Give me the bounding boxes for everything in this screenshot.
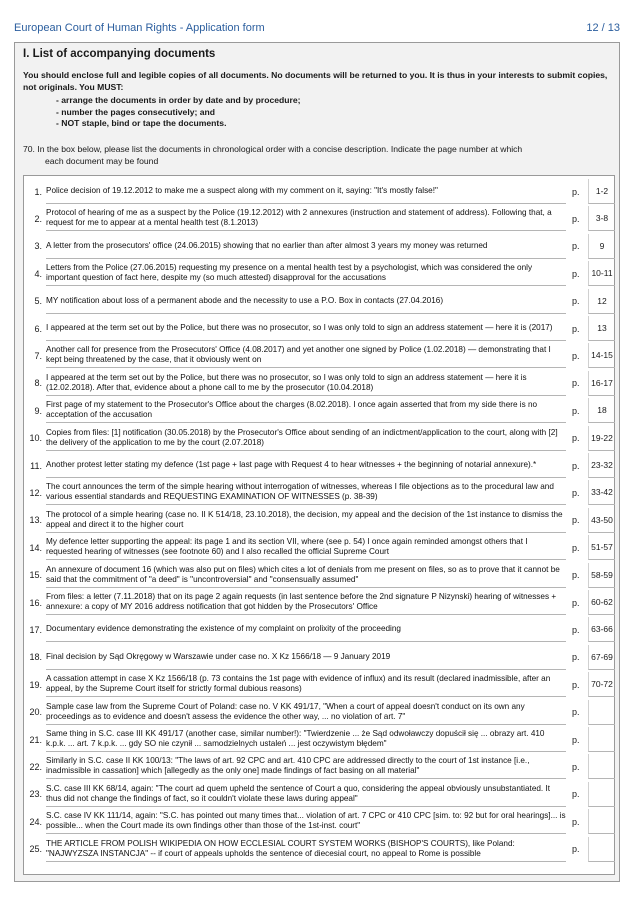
- document-row: [24, 507, 614, 534]
- document-row: [24, 178, 614, 205]
- page-label: p.: [572, 323, 580, 334]
- page-range-field[interactable]: 13: [588, 316, 615, 341]
- document-row: [24, 260, 614, 287]
- document-number: 14.: [29, 542, 42, 553]
- page-range-field[interactable]: 33-42: [588, 480, 615, 505]
- page-label: p.: [572, 625, 580, 636]
- intro-paragraph: You should enclose full and legible copies of all documents. No documents will be returned to you. It is thus in your interests to submit copies, not originals. You MUST:: [23, 70, 608, 92]
- page-label: p.: [572, 844, 580, 855]
- document-description-field[interactable]: I appeared at the term set out by the Police, but there was no prosecutor, so I was only told to sign an address statement — here it is (12.02.2018). After that, evidence about a phone call to me by the prosecutor (10.04.2018): [46, 371, 566, 396]
- document-number: 11.: [30, 460, 42, 471]
- section-title: I. List of accompanying documents: [23, 48, 216, 60]
- document-row: [24, 836, 614, 863]
- document-description-field[interactable]: From files: a letter (7.11.2018) that on its page 2 again requests (in last sentence before the 2nd signature P Nizynski) hearing of witnesses + annexure: a copy of MY 2016 address notification that got hidden by the Prosecutors' Office: [46, 590, 566, 615]
- page-range-field[interactable]: [588, 727, 615, 752]
- page-label: p.: [572, 762, 580, 773]
- document-number: 4.: [34, 268, 42, 279]
- documents-table: [23, 175, 615, 875]
- document-description-field[interactable]: THE ARTICLE FROM POLISH WIKIPEDIA ON HOW ECCLESIAL COURT SYSTEM WORKS (BISHOP'S COURTS), like Poland: "NAJWYZSZA INSTANCJA" -- if court of appeals upholds the sentence of diecesial court, no appeal to Rome is possible: [46, 837, 566, 862]
- page-label: p.: [572, 351, 580, 362]
- page-range-field[interactable]: 43-50: [588, 508, 615, 533]
- page-range-field[interactable]: [588, 700, 615, 725]
- page-label: p.: [572, 679, 580, 690]
- page-label: p.: [572, 405, 580, 416]
- document-description-field[interactable]: S.C. case III KK 68/14, again: "The court ad quem upheld the sentence of Court a quo, considering the appeal obviously unsubstantiated. It thus did not change the findings of fact, so it couldn't violate these laws during appeal": [46, 782, 566, 807]
- page-range-field[interactable]: [588, 837, 615, 862]
- page-label: p.: [572, 816, 580, 827]
- document-description-field[interactable]: MY notification about loss of a permanent abode and the necessity to use a P.O. Box in contacts (27.04.2016): [46, 289, 566, 314]
- page-range-field[interactable]: 70-72: [588, 672, 615, 697]
- document-description-field[interactable]: Documentary evidence demonstrating the existence of my complaint on prolixity of the proceeding: [46, 617, 566, 642]
- document-description-field[interactable]: An annexure of document 16 (which was also put on files) which cites a lot of denials from me present on files, so as to prove that it cannot be said that the commitment of "a deed" is "uncontroversial" and "consensually assumed": [46, 563, 566, 588]
- page-label: p.: [572, 570, 580, 581]
- requirement-item: - number the pages consecutively; and: [56, 106, 216, 117]
- document-number: 15.: [29, 570, 42, 581]
- page-label: p.: [572, 515, 580, 526]
- document-row: [24, 452, 614, 479]
- document-description-field[interactable]: Police decision of 19.12.2012 to make me a suspect along with my comment on it, saying: "It's mostly false!": [46, 179, 566, 204]
- document-row: [24, 644, 614, 671]
- document-description-field[interactable]: S.C. case IV KK 111/14, again: "S.C. has pointed out many times that... violation of art. 7 CPC or 410 CPC [sim. to: 92 but for oral hearings]... is possible... when the Court made its own findings other than those of the 1st-inst. court": [46, 809, 566, 834]
- page-label: p.: [572, 652, 580, 663]
- document-number: 13.: [29, 515, 42, 526]
- page-range-field[interactable]: [588, 754, 615, 779]
- page-range-field[interactable]: 1-2: [588, 179, 615, 204]
- document-description-field[interactable]: Same thing in S.C. case III KK 491/17 (another case, similar number!): "Twierdzenie ... że Sąd odwoławczy dopuścił się ... obrazy art. 410 k.p.k. ... art. 7 k.p.k. ... gdy SO nie czynił ... samodzielnych ustaleń ... jest oczywistym błędem": [46, 727, 566, 752]
- document-row: [24, 534, 614, 561]
- page-label: p.: [572, 296, 580, 307]
- document-row: [24, 589, 614, 616]
- document-number: 22.: [29, 762, 42, 773]
- document-description-field[interactable]: Sample case law from the Supreme Court of Poland: case no. V KK 491/17, "When a court of appeal doesn't conduct on its own any proceedings as to evidence and doesn't assess the evidence the other way, ... no violation of art. 7": [46, 700, 566, 725]
- document-description-field[interactable]: I appeared at the term set out by the Police, but there was no prosecutor, so I was only told to sign an address statement — here it is (2017): [46, 316, 566, 341]
- document-description-field[interactable]: A letter from the prosecutors' office (24.06.2015) showing that no earlier than after almost 3 years my money was returned: [46, 234, 566, 259]
- form-title: European Court of Human Rights - Application form: [14, 22, 265, 34]
- document-row: [24, 562, 614, 589]
- page-range-field[interactable]: 23-32: [588, 453, 615, 478]
- page-label: p.: [572, 241, 580, 252]
- page-range-field[interactable]: 14-15: [588, 343, 615, 368]
- document-number: 8.: [34, 378, 42, 389]
- page-label: p.: [572, 460, 580, 471]
- page-label: p.: [572, 707, 580, 718]
- page-label: p.: [572, 789, 580, 800]
- page-label: p.: [572, 214, 580, 225]
- page-range-field[interactable]: [588, 782, 615, 807]
- document-description-field[interactable]: Protocol of hearing of me as a suspect by the Police (19.12.2012) with 2 annexures (instruction and statement of address). Following that, a request for me to appear at a mental health test (8.1.2013): [46, 206, 566, 231]
- instruction-line: each document may be found: [45, 156, 159, 166]
- document-number: 9.: [34, 405, 42, 416]
- document-description-field[interactable]: A cassation attempt in case X Kz 1566/18 (p. 73 contains the 1st page with evidence of influx) and its result (declared inadmissible, after an appeal, by the Supreme Court itself for strictly formal dubious reasons): [46, 672, 566, 697]
- page-range-field[interactable]: 16-17: [588, 371, 615, 396]
- document-description-field[interactable]: First page of my statement to the Prosecutor's Office about the charges (8.02.2018). I once again asserted that from my side there is no acceptation of the accusation: [46, 398, 566, 423]
- page-label: p.: [572, 488, 580, 499]
- page-range-field[interactable]: 60-62: [588, 590, 615, 615]
- document-row: [24, 726, 614, 753]
- page-label: p.: [572, 186, 580, 197]
- page-label: p.: [572, 378, 580, 389]
- document-row: [24, 315, 614, 342]
- requirements-list: [23, 95, 613, 130]
- page-range-field[interactable]: 51-57: [588, 535, 615, 560]
- documents-section: [14, 42, 620, 882]
- document-row: [24, 288, 614, 315]
- document-number: 16.: [29, 597, 42, 608]
- document-description-field[interactable]: Similarly in S.C. case II KK 100/13: "The laws of art. 92 CPC and art. 410 CPC are addressed directly to the court of 1st instance [i.e., inadmissible in cassation] which [allegedly as the only one] made findings of fact basing on all material": [46, 754, 566, 779]
- page-range-field[interactable]: 19-22: [588, 426, 615, 451]
- document-description-field[interactable]: Another protest letter stating my defence (1st page + last page with Request 4 to hear witnesses + the beginning of notarial annexure).*: [46, 453, 566, 478]
- document-row: [24, 233, 614, 260]
- page-range-field[interactable]: 63-66: [588, 617, 615, 642]
- instruction-line: 70. In the box below, please list the documents in chronological order with a concise description. Indicate the page number at which: [23, 144, 523, 154]
- document-number: 25.: [29, 844, 42, 855]
- page-header: [14, 22, 620, 38]
- page-range-field[interactable]: [588, 809, 615, 834]
- page-label: p.: [572, 734, 580, 745]
- page-label: p.: [572, 268, 580, 279]
- document-row: [24, 781, 614, 808]
- section-intro: [23, 69, 613, 130]
- page-label: p.: [572, 542, 580, 553]
- document-description-field[interactable]: Copies from files: [1] notification (30.05.2018) by the Prosecutor's Office about sending of an indictment/application to the court, along with [2] the delivery of the application to me by the court (2.07.2018): [46, 426, 566, 451]
- page-range-field[interactable]: 58-59: [588, 563, 615, 588]
- page-label: p.: [572, 433, 580, 444]
- document-number: 17.: [29, 625, 42, 636]
- page-range-field[interactable]: 12: [588, 289, 615, 314]
- page-range-field[interactable]: 67-69: [588, 645, 615, 670]
- document-row: [24, 205, 614, 232]
- document-row: [24, 370, 614, 397]
- document-row: [24, 753, 614, 780]
- document-number: 21.: [29, 734, 42, 745]
- document-number: 12.: [29, 488, 42, 499]
- page-range-field[interactable]: 18: [588, 398, 615, 423]
- document-row: [24, 397, 614, 424]
- document-number: 23.: [29, 789, 42, 800]
- document-row: [24, 479, 614, 506]
- requirement-item: - NOT staple, bind or tape the documents.: [56, 118, 227, 128]
- document-number: 7.: [34, 351, 42, 362]
- document-row: [24, 616, 614, 643]
- document-description-field[interactable]: Another call for presence from the Prosecutors' Office (4.08.2017) and yet another one signed by Police (1.02.2018) — demonstrating that I kept being threatened by the case, that it obviously went on: [46, 343, 566, 368]
- page-label: p.: [572, 597, 580, 608]
- document-number: 20.: [29, 707, 42, 718]
- page-range-field[interactable]: 10-11: [588, 261, 615, 286]
- instruction-70: [23, 143, 613, 167]
- document-description-field[interactable]: The protocol of a simple hearing (case no. II K 514/18, 23.10.2018), the decision, my appeal and the decision of the 1st instance to dismiss the appeal and direct it to the higher court: [46, 508, 566, 533]
- document-number: 5.: [34, 296, 42, 307]
- document-row: [24, 671, 614, 698]
- document-number: 24.: [29, 816, 42, 827]
- document-row: [24, 425, 614, 452]
- document-number: 1.: [34, 186, 42, 197]
- document-row: [24, 342, 614, 369]
- document-description-field[interactable]: Letters from the Police (27.06.2015) requesting my presence on a mental health test by a psychologist, which was considered the only important question of fact here, despite my (so much attested) disapproval for the accusations: [46, 261, 566, 286]
- page-range-field[interactable]: 3-8: [588, 206, 615, 231]
- document-description-field[interactable]: Final decision by Sąd Okręgowy w Warszawie under case no. X Kz 1566/18 — 9 January 2019: [46, 645, 566, 670]
- requirement-item: - arrange the documents in order by date and by procedure;: [56, 95, 301, 105]
- document-number: 10.: [29, 433, 42, 444]
- document-number: 3.: [34, 241, 42, 252]
- document-number: 19.: [29, 679, 42, 690]
- document-row: [24, 808, 614, 835]
- page-number: 12 / 13: [586, 22, 620, 34]
- document-number: 6.: [34, 323, 42, 334]
- document-number: 18.: [29, 652, 42, 663]
- document-row: [24, 699, 614, 726]
- page-range-field[interactable]: 9: [588, 234, 615, 259]
- document-description-field[interactable]: The court announces the term of the simple hearing without interrogation of witnesses, whereas I file objections as to the procedural law and various essential standards and REQUESTING EXAMINATION OF WITNESSES (p. 38-39): [46, 480, 566, 505]
- document-description-field[interactable]: My defence letter supporting the appeal: its page 1 and its section VII, where (see p. 54) I once again reminded amongst others that I requested hearing of witnesses (see footnote 60) and I also recalled the official Supreme Court: [46, 535, 566, 560]
- document-number: 2.: [34, 214, 42, 225]
